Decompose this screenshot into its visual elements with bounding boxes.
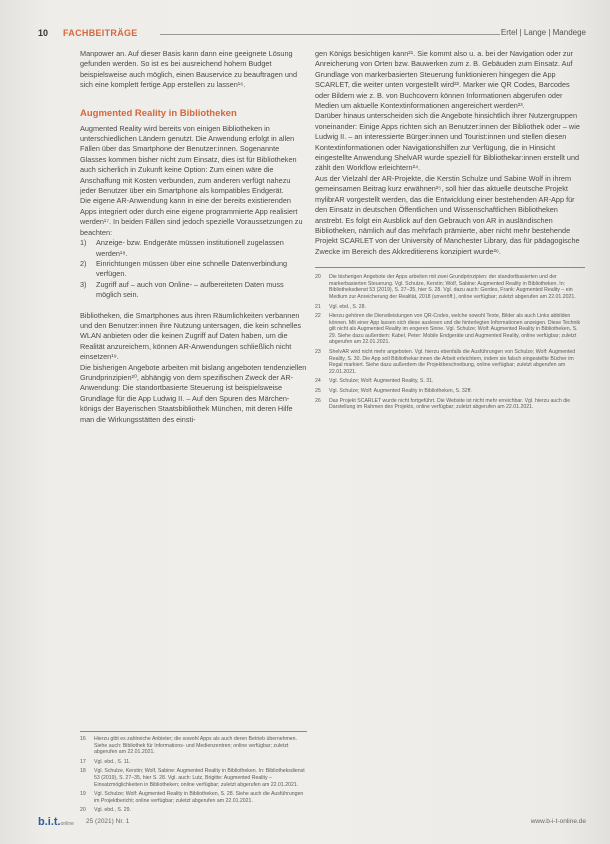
footnote: [80, 736, 307, 756]
footnote-text: Hierzu gehören die Dienstleistungen von QR-Codes, welche sowohl Texte, Bilder als auch Links abbilden können. Mit einer App lassen sich diese auslesen und die hinterlegten Informationen anzeigen. Diese Technik gilt nicht als Augmented Reality im engeren Sinne. Vgl. Schulze; Wolf: Augmented Reality in Bibliotheken, S. 29. Siehe dazu außerdem: Kabel, Peter: Mobile Endgeräte und Augmented Reality, online verfügbar; zuletzt abgerufen am 22.01.2021.: [329, 313, 581, 346]
footnote-number: 19: [80, 791, 86, 798]
footnotes-right: [315, 267, 585, 411]
section-title: FACHBEITRÄGE: [63, 28, 138, 38]
paragraph: Aus der Vielzahl der AR-Projekte, die Kerstin Schulze und Sabine Wolf in ihrem gemeinsamen Beitrag kurz erwähnen²⁵, soll hier das aktuelle deutsche Projekt mylibrAR vorgestellt werden, das die Entwicklung einer bestehenden AR-App für den Einsatz in deutschen Öffentlichen und Wissenschaftlichen Bibliotheken anstrebt. Es folgt ein Ausblick auf den Gebrauch von AR in ausländischen Bibliotheken, nämlich auf das mehrfach prämierte, aber nicht mehr bestehende Projekt SCARLET von der University of Manchester Library, das für pädagogische Zwecke im Bereich des Akkreditierens konzipiert wurde²⁶.: [315, 173, 580, 256]
list-text: Zugriff auf – auch von Online- – aufbereiteten Daten muss möglich sein.: [96, 279, 284, 300]
footnote-number: 24: [315, 378, 321, 385]
footnote-number: 26: [315, 397, 321, 404]
footnote-number: 21: [315, 303, 321, 310]
footnote: [315, 313, 585, 346]
list-text: Anzeige- bzw. Endgeräte müssen institutionell zugelassen werden¹⁸.: [96, 238, 284, 258]
footnote-text: Vgl. Schulze; Wolf: Augmented Reality in Bibliotheken, S. 32ff.: [329, 388, 472, 395]
paragraph: Die bisherigen Angebote arbeiten mit bislang angeboten tendenziellen Grundprinzipien²⁰, abhängig von dem spezifischen Zweck der AR-Anwendung: Die standortbasierte Steuerung ist beispielsweise Grundlage für die App Ludwig II. – Auf den Spuren des Märchenkönigs der Bayerischen Staatsbibliothek München, mit deren Hilfe man die Wirkungsstätten des einsti-: [80, 362, 307, 424]
footnote: [315, 304, 585, 311]
section-heading: Augmented Reality in Bibliotheken: [80, 107, 237, 119]
paragraph: Bibliotheken, die Smartphones aus ihren Räumlichkeiten verbannen und den Benutzer:innen ihre Nutzung untersagen, die kein schnelles WLAN anbieten oder die keinen Zugriff auf Daten haben, um die Realität anzureichern, können AR-Anwendungen schließlich nicht einsetzen¹⁹.: [80, 310, 302, 362]
list-item: [80, 259, 307, 280]
paragraph: Darüber hinaus unterscheiden sich die Angebote hinsichtlich ihrer Nutzergruppen voneinander: Einige Apps richten sich an Benutzer:innen der Bibliothek oder – wie Ludwig II. – an interessierte Bürger:innen und Tourist:innen und stellen diesen Kontextinformationen oder Navigationshilfen zur Verfügung, die in Hinsicht eingestellte Anwendung ShelvAR wurde speziell für Bibliothekar:innen erstellt und zählt den Workflow erleichtern²⁴.: [315, 111, 580, 173]
paragraph: gen Königs besichtigen kann²¹. Sie kommt also u. a. bei der Navigation oder zur Anreicherung von Orten bzw. Bauwerken zum z. B. Gebäuden zum Einsatz. Auf Grundlage von markerbasierten Steuerung funktionieren hingegen die App SCARLET, die weiter unten vorgestellt wird²². Marker wie QR Codes, Barcodes oder Bildern wie z. B. von Buchcovern können Informationen abgerufen oder Medien um aktuelle Kontextinformationen angereichert werden²³.: [315, 49, 573, 111]
left-column: [80, 49, 307, 425]
footnote: [315, 378, 585, 385]
footnote: [80, 759, 307, 766]
header-rule: [160, 34, 500, 35]
footnote-text: Vgl. Schulze; Wolf: Augmented Reality in Bibliotheken, S. 28. Siehe auch die Ausführungen im Projektbericht; online verfügbar; zuletzt abgerufen am 22.01.2021.: [94, 791, 304, 804]
footnote-text: Das Projekt SCARLET wurde nicht fortgeführt. Die Website ist nicht mehr erreichbar. Vgl. hierzu auch die Darstellung im Rahmen des Projekts, online verfügbar; zuletzt abgerufen am 22.01.2021.: [329, 397, 571, 411]
list-item: [80, 280, 307, 301]
footnote: [80, 807, 307, 814]
footnote: [80, 768, 307, 788]
header-authors: Ertel | Lange | Mandege: [500, 28, 586, 37]
footnote-number: 22: [315, 313, 321, 320]
list-text: Einrichtungen müssen über eine schnelle Datenverbindung verfügen.: [96, 258, 288, 279]
list-number: 1): [80, 238, 87, 248]
footnotes-left: [80, 731, 307, 817]
footnote-text: Hierzu gibt es zahlreiche Anbieter; die sowohl Apps als auch deren Betrieb übernehmen. Siehe auch: Bibliothek für Informations- und Medienzentren; online verfügbar; zuletzt abgerufen am 22.01.2021.: [94, 736, 298, 756]
footnote-number: 25: [315, 388, 321, 395]
page-number: 10: [38, 28, 49, 38]
footnote-text: Vgl. Schulze; Wolf: Augmented Reality, S. 31.: [329, 378, 434, 385]
footnote: [315, 388, 585, 395]
logo-text: b.i.t.: [38, 816, 61, 828]
logo-sub: online: [60, 821, 74, 827]
footnote-number: 20: [315, 274, 321, 281]
footnote-text: Vgl. ebd., S. 29.: [94, 807, 131, 814]
footnote: [80, 791, 307, 804]
paragraph: Augmented Reality wird bereits von einigen Bibliotheken in unterschiedlichen Ländern genutzt. Die Anwendung erfolgt in allen Fällen über das Smartphone der Benutzer:innen. Sogenannte Glasses kommen bisher nicht zum Einsatz, dies ist für Bibliotheken auch sicherlich in Zukunft keine Option: Zum einen wäre die Anschaffung mit Kosten verbunden, zum anderen verfügt nahezu jeder Benutzer über ein Smartphone als kompatibles Endgerät.: [80, 123, 297, 196]
paragraph: Die eigene AR-Anwendung kann in eine der bereits existierenden Apps integriert oder durch eine eigene programmierte App realisiert werden¹⁷. In beiden Fällen sind jedoch spezielle Voraussetzungen zu beachten:: [80, 196, 303, 237]
footnote: [315, 274, 585, 300]
footnote-text: ShelvAR wird nicht mehr angeboten. Vgl. hierzu ebenfalls die Ausführungen von Schulze; Wolf: Augmented Reality, S. 30. Die App soll Bibliothekar:innen die Arbeit erleichtern, indem sie falsch eingestellte Bücher im Regal markiert. Siehe dazu außerdem die Projektbeschreibung, online verfügbar; zuletzt abgerufen am 22.01.2021.: [329, 349, 576, 375]
publication-logo: [38, 816, 74, 828]
footnote-number: 16: [80, 736, 86, 742]
footnote-number: 20: [80, 807, 86, 814]
list-item: [80, 238, 307, 259]
issue-info: 25 (2021) Nr. 1: [86, 818, 130, 825]
footnote-text: Vgl. ebd., S. 28.: [329, 303, 366, 310]
footnote-text: Die bisherigen Angebote der Apps arbeiten mit zwei Grundprinzipien: der standortbasierten und der markerbasierten Steuerung. Vgl. Schulze, Kerstin; Wolf, Sabine: Augmented Reality in Bibliotheken. In: Bibliotheksdienst 53 (2019), S. 27–35, hier S. 28. Vgl. dazu auch: Gerdes, Frank: Augmented Reality – ein Medium zur Anreicherung der Realität, 2018 (unveröff.), online verfügbar; zuletzt abgerufen am 22.01.2021.: [329, 274, 576, 300]
intro-paragraph: Manpower an. Auf dieser Basis kann dann eine geeignete Lösung gefunden werden. So ist es bei ausreichend hohem Budget beispielsweise auch möglich, einen Bauservice zu beauftragen und sich eine komplett fertige App erstellen zu lassen¹⁶.: [80, 49, 298, 90]
footnote-number: 18: [80, 768, 86, 775]
right-column: [315, 49, 585, 414]
list-number: 3): [80, 279, 87, 289]
footnote: [315, 398, 585, 411]
footnote-number: 17: [80, 758, 86, 765]
website-url: www.b-i-t-online.de: [530, 818, 586, 825]
footnote: [315, 349, 585, 375]
list-number: 2): [80, 258, 87, 268]
footnote-number: 23: [315, 349, 321, 356]
footnote-text: Vgl. Schulze, Kerstin; Wolf, Sabine: Augmented Reality in Bibliotheken. In: Bibliotheksdienst 53 (2019), S. 27–35, hier S. 28. Vgl. auch: Lutz, Brigitte: Augmented Reality – Einsatzmöglichkeiten in Bibliotheken; online verfügbar; zuletzt abgerufen am 22.01.2021.: [94, 768, 305, 788]
footnote-text: Vgl. ebd., S. 11.: [94, 758, 131, 765]
